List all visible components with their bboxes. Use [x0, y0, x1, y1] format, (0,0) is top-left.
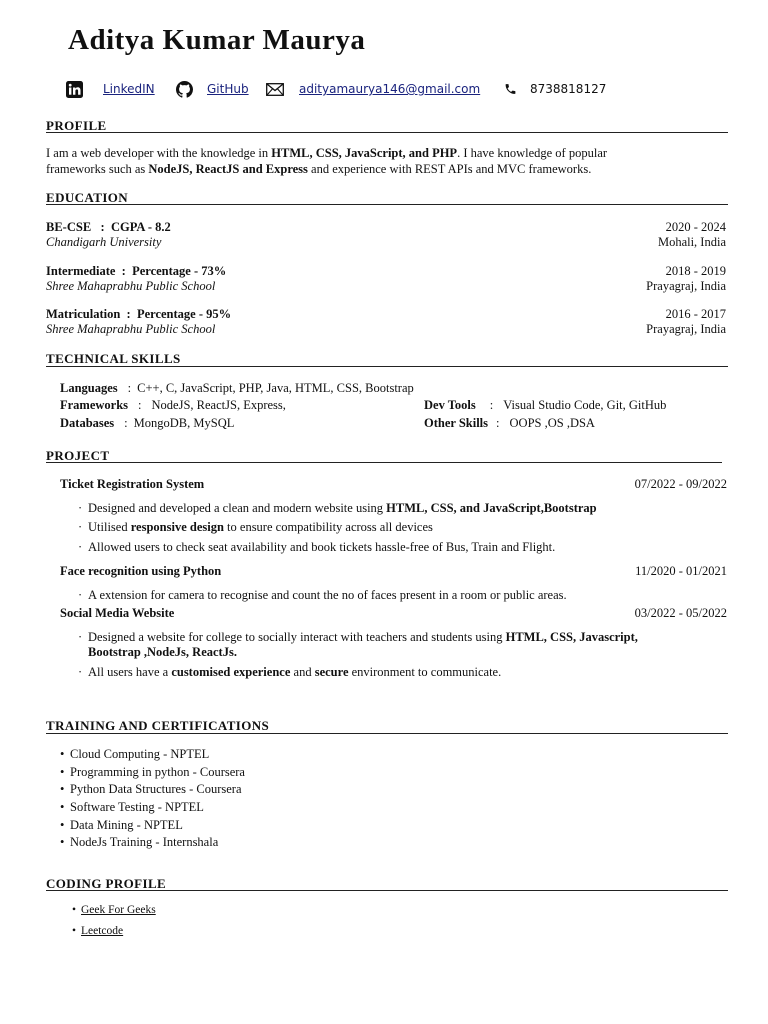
project-dates: 03/2022 - 05/2022 [634, 606, 727, 620]
project-bullet [78, 520, 433, 535]
leetcode-link[interactable]: Leetcode [81, 925, 124, 937]
project-name: Face recognition using Python [60, 564, 222, 578]
github-contact[interactable] [176, 79, 249, 99]
bullet-icon: · [78, 588, 83, 602]
bullet-text: Designed and developed a clean and modern website using [88, 501, 387, 515]
training-text: Data Mining - NPTEL [70, 818, 183, 832]
skill-value: Visual Studio Code, Git, GitHub [503, 398, 667, 412]
project-dates: 11/2020 - 01/2021 [635, 564, 727, 578]
training-text: Cloud Computing - NPTEL [70, 747, 210, 761]
project-bullet [78, 501, 597, 516]
bullet-text: Allowed users to check seat availability and book tickets hassle-free of Bus, Train and Flight. [88, 540, 556, 554]
skill-databases [60, 416, 234, 431]
skill-colon: : [124, 416, 128, 430]
section-divider [46, 132, 728, 133]
bullet-text: Utilised [88, 520, 131, 534]
training-item [60, 782, 242, 797]
email-link[interactable]: adityamaurya146@gmail.com [299, 82, 481, 96]
resume-name: Aditya Kumar Maurya [68, 24, 366, 56]
education-degree: BE-CSE : CGPA - 8.2 [46, 220, 171, 234]
skill-colon: : [496, 416, 500, 430]
skill-label: Languages [60, 381, 118, 395]
skill-colon: : [127, 381, 132, 395]
bullet-text: Designed a website for college to socially interact with teachers and students using [88, 630, 506, 644]
education-institution: Shree Mahaprabhu Public School [46, 279, 216, 293]
training-item [60, 765, 245, 780]
bullet-text-bold: secure [314, 665, 349, 679]
phone-contact [504, 79, 606, 99]
profile-text: I am a web developer with the knowledge in [46, 146, 272, 160]
project-header [60, 477, 727, 492]
bullet-icon: • [60, 765, 65, 779]
education-entry-sub [46, 279, 726, 294]
profile-text: . I have knowledge of popular [457, 146, 608, 160]
bullet-icon: · [78, 501, 83, 515]
education-entry-sub [46, 322, 726, 337]
bullet-text-bold: Bootstrap ,NodeJs, ReactJs. [88, 645, 237, 659]
profile-text-bold: NodeJS, ReactJS and Express [148, 161, 308, 176]
project-name: Social Media Website [60, 606, 175, 620]
education-entry [46, 307, 726, 322]
bullet-icon: • [72, 925, 77, 937]
section-title-education: EDUCATION [46, 190, 129, 205]
training-text: Programming in python - Coursera [70, 765, 245, 779]
profile-text: and experience with REST APIs and MVC frameworks. [307, 161, 592, 176]
skill-value: OOPS ,OS ,DSA [509, 416, 595, 430]
skill-colon: : [489, 398, 494, 412]
project-bullet [78, 630, 638, 645]
training-text: Python Data Structures - Coursera [70, 782, 242, 796]
section-divider [46, 462, 722, 463]
education-location: Prayagraj, India [646, 279, 726, 293]
skill-label: Other Skills [424, 416, 489, 430]
education-entry-sub [46, 235, 726, 250]
skill-label: Databases [60, 416, 115, 430]
phone-number: 8738818127 [530, 82, 607, 96]
bullet-icon: • [60, 835, 65, 849]
section-divider [46, 890, 728, 891]
skill-devtools [424, 398, 666, 413]
section-title-project: PROJECT [46, 448, 110, 463]
bullet-icon: · [78, 520, 83, 534]
linkedin-link[interactable]: LinkedIN [103, 82, 155, 96]
project-bullet-continuation [88, 645, 237, 660]
profile-text: frameworks such as [46, 161, 149, 176]
profile-summary [46, 146, 728, 177]
education-entry [46, 220, 726, 235]
profile-text-bold: HTML, CSS, JavaScript, and PHP [271, 146, 458, 160]
skill-other [424, 416, 595, 431]
gfg-link[interactable]: Geek For Geeks [81, 904, 156, 916]
training-item [60, 818, 183, 833]
education-years: 2018 - 2019 [665, 264, 726, 278]
project-bullet [78, 540, 555, 555]
coding-item [72, 904, 156, 916]
linkedin-icon [66, 81, 83, 98]
project-bullet [78, 665, 501, 680]
skill-frameworks [60, 398, 286, 413]
email-contact[interactable] [266, 79, 480, 99]
training-item [60, 835, 218, 850]
education-degree: Intermediate : Percentage - 73% [46, 264, 227, 278]
bullet-text-bold: HTML, CSS, Javascript, [505, 630, 638, 644]
project-name: Ticket Registration System [60, 477, 205, 491]
training-item [60, 800, 204, 815]
skill-value: NodeJS, ReactJS, Express, [151, 398, 286, 412]
section-divider [46, 733, 728, 734]
bullet-icon: • [60, 782, 65, 796]
phone-icon [504, 82, 517, 96]
education-institution: Chandigarh University [46, 235, 162, 249]
coding-item [72, 925, 123, 937]
github-icon [176, 81, 193, 98]
bullet-text-bold: customised experience [171, 665, 291, 679]
bullet-text-bold: responsive design [130, 520, 224, 534]
education-years: 2020 - 2024 [665, 220, 726, 234]
bullet-text: A extension for camera to recognise and count the no of faces present in a room or public areas. [88, 588, 567, 602]
education-entry [46, 264, 726, 279]
project-header [60, 606, 727, 621]
project-header [60, 564, 727, 579]
section-divider [46, 204, 728, 205]
bullet-text: All users have a [88, 665, 172, 679]
project-dates: 07/2022 - 09/2022 [634, 477, 727, 491]
bullet-text: to ensure compatibility across all devices [223, 520, 433, 534]
skill-value: C++, C, JavaScript, PHP, Java, HTML, CSS, Bootstrap [137, 381, 414, 395]
github-link[interactable]: GitHub [207, 82, 249, 96]
section-title-skills: TECHNICAL SKILLS [46, 351, 181, 366]
skill-label: Dev Tools [424, 398, 476, 412]
linkedin-contact[interactable] [66, 79, 155, 99]
training-item [60, 747, 209, 762]
bullet-icon: • [60, 818, 65, 832]
bullet-text: and [290, 665, 315, 679]
education-degree: Matriculation : Percentage - 95% [46, 307, 232, 321]
section-title-training: TRAINING AND CERTIFICATIONS [46, 718, 270, 733]
bullet-icon: • [72, 904, 77, 916]
bullet-icon: · [78, 665, 83, 679]
education-institution: Shree Mahaprabhu Public School [46, 322, 216, 336]
bullet-text-bold: HTML, CSS, and JavaScript,Bootstrap [386, 501, 597, 515]
education-location: Prayagraj, India [646, 322, 726, 336]
bullet-icon: • [60, 747, 65, 761]
skill-value: MongoDB, MySQL [133, 416, 235, 430]
envelope-icon [266, 83, 284, 96]
skill-languages [60, 381, 414, 396]
skill-colon: : [138, 398, 142, 412]
section-title-coding: CODING PROFILE [46, 876, 167, 891]
training-text: NodeJs Training - Internshala [70, 835, 219, 849]
bullet-icon: · [78, 540, 83, 554]
section-divider [46, 366, 728, 367]
education-location: Mohali, India [657, 235, 726, 249]
education-years: 2016 - 2017 [665, 307, 726, 321]
bullet-icon: • [60, 800, 65, 814]
bullet-icon: · [78, 630, 83, 644]
project-bullet [78, 588, 567, 603]
section-title-profile: PROFILE [46, 118, 107, 133]
skill-label: Frameworks [60, 398, 129, 412]
training-text: Software Testing - NPTEL [70, 800, 204, 814]
bullet-text: environment to communicate. [348, 665, 502, 679]
